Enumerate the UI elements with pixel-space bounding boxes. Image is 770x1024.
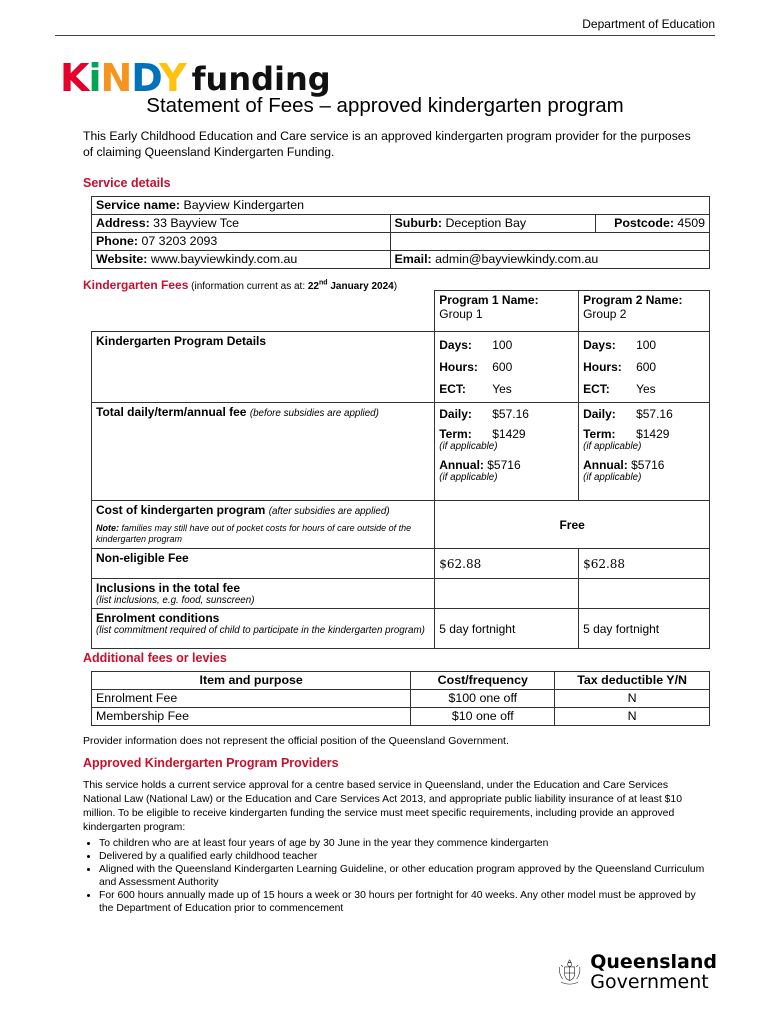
program2-details: Days: 100 Hours: 600 ECT: Yes: [579, 332, 710, 403]
program1-non-eligible: $62.88: [435, 549, 579, 579]
kindy-letter-3: D: [131, 56, 160, 100]
qld-line1: Queensland: [590, 951, 717, 973]
approved-body: This service holds a current service approval for a centre based service in Queensland, under the Education and Care Services National Law (National Law) or the Education and Care Services Act 2013, and appropriate public liability insurance of at least $10 million. To be eligible to receive kindergarten funding the service must meet specific requirements, including provide an approved kindergarten program:: [83, 780, 682, 833]
service-details-heading: Service details: [83, 176, 171, 190]
funding-wordmark: funding: [191, 60, 331, 98]
inclusions-label: Inclusions in the total fee (list inclusions, e.g. food, sunscreen): [92, 579, 435, 609]
total-fee-label: Total daily/term/annual fee (before subsidies are applied): [92, 403, 435, 501]
program-details-label: Kindergarten Program Details: [92, 332, 435, 403]
kindy-letter-4: Y: [159, 56, 186, 100]
department-name: Department of Education: [582, 17, 715, 31]
queensland-government-logo: [557, 944, 717, 1000]
kindy-funding-logo: [60, 52, 331, 98]
list-item: • Delivered by a qualified early childhood teacher: [99, 850, 709, 863]
address-cell: Address: 33 Bayview Tce: [92, 215, 391, 233]
intro-text: This Early Childhood Education and Care service is an approved kindergarten program provider for the purposes of claiming Queensland Kindergarten Funding.: [83, 129, 691, 159]
postcode-cell: Postcode: 4509: [596, 215, 710, 233]
program2-header: Program 2 Name: Group 2: [579, 291, 710, 332]
list-item: • For 600 hours annually made up of 15 hours a week or 30 hours per fortnight for 40 weeks. Any other model must be approved by the Department of Education prior to commencement: [99, 889, 709, 915]
fees-heading: Kindergarten Fees (information current as at: 22nd January 2024): [83, 278, 398, 292]
website-cell: Website: www.bayviewkindy.com.au: [92, 251, 391, 269]
program1-enrolment: 5 day fortnight: [435, 609, 579, 649]
program2-non-eligible: $62.88: [579, 549, 710, 579]
non-eligible-label: Non-eligible Fee: [92, 549, 435, 579]
additional-fees-table: [91, 671, 710, 726]
suburb-cell: Suburb: Deception Bay: [390, 215, 596, 233]
service-name-cell: Service name: Bayview Kindergarten: [92, 197, 710, 215]
col-item: Item and purpose: [92, 672, 411, 690]
approved-heading: Approved Kindergarten Program Providers: [83, 756, 339, 770]
fees-table: [91, 290, 710, 649]
qld-line2: Government: [590, 971, 709, 993]
program1-details: Days: 100 Hours: 600 ECT: Yes: [435, 332, 579, 403]
kindy-letter-2: N: [100, 56, 132, 100]
program2-fees: Daily: $57.16 Term: $1429 (if applicable) Annual: $5716 (if applicable): [579, 403, 710, 501]
list-item: • Aligned with the Queensland Kindergarten Learning Guideline, or other education program approved by the Queensland Curriculum and Assessment Authority: [99, 863, 709, 889]
table-row: Membership Fee $10 one off N: [92, 708, 710, 726]
kindy-letter-0: K: [60, 56, 89, 100]
program2-enrolment: 5 day fortnight: [579, 609, 710, 649]
requirements-list: [83, 837, 709, 915]
enrolment-label: Enrolment conditions (list commitment required of child to participate in the kindergarten program): [92, 609, 435, 649]
col-tax: Tax deductible Y/N: [555, 672, 710, 690]
header-rule: [55, 35, 715, 36]
additional-fees-heading: Additional fees or levies: [83, 651, 227, 665]
email-cell: Email: admin@bayviewkindy.com.au: [390, 251, 710, 269]
cost-value: Free: [435, 501, 710, 549]
kindy-letter-1: i: [88, 56, 101, 100]
coat-of-arms-icon: [557, 944, 582, 1000]
phone-cell: Phone: 07 3203 2093: [92, 233, 391, 251]
table-row: Enrolment Fee $100 one off N: [92, 690, 710, 708]
disclaimer: Provider information does not represent the official position of the Queensland Government.: [83, 735, 509, 747]
service-details-table: [91, 196, 710, 269]
kindy-wordmark: [60, 58, 186, 98]
list-item: • To children who are at least four years of age by 30 June in the year they commence kindergarten: [99, 837, 709, 850]
program1-fees: Daily: $57.16 Term: $1429 (if applicable) Annual: $5716 (if applicable): [435, 403, 579, 501]
cost-label: Cost of kindergarten program (after subsidies are applied) Note: families may still have out of pocket costs for hours of care outside of the kindergarten program: [92, 501, 435, 549]
program1-header: Program 1 Name: Group 1: [435, 291, 579, 332]
col-cost: Cost/frequency: [411, 672, 555, 690]
page-title: Statement of Fees – approved kindergarten program: [146, 94, 624, 117]
